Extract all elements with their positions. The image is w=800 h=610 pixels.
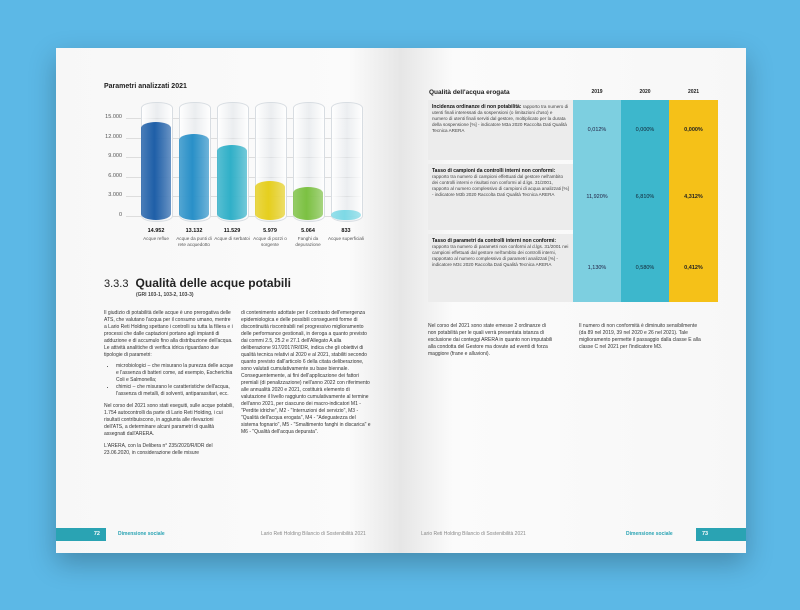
list-item: • chimici – che misurano le caratteristiche dell'acqua, l'assenza di metalli, di solventi, antiparassitari, ecc. xyxy=(116,384,234,398)
value-2020: 6,810% xyxy=(621,164,669,230)
data-label: 5.064 xyxy=(301,228,315,234)
category-label: Fanghi da depurazione xyxy=(295,236,321,247)
y-tick-label: 12.000 xyxy=(105,133,122,140)
quality-table xyxy=(428,84,718,302)
paragraph: Il giudizio di potabilità delle acque è uno prerogativa delle ATS, che valutano l'acqua per il consumo umano, mentre a Lario Reti Holding spettano i controlli su tutta la filiera e i processi che dalle captazioni portano agli impianti di adduzione e di accumulo fino alla distribuzione dell'acqua. Le attività analitiche di verifica idrica riguardano due tipologie di parametri: xyxy=(104,310,233,358)
data-label: 11.529 xyxy=(223,228,241,234)
value-2020: 0,580% xyxy=(621,234,669,302)
bullet-list xyxy=(104,363,234,398)
cylinder-fill xyxy=(141,122,171,220)
y-tick-label: 3.000 xyxy=(108,192,122,199)
table-header-row xyxy=(428,84,718,100)
data-label: 833 xyxy=(341,228,351,234)
row-title: Incidenza ordinanze di non potabilità: xyxy=(432,104,522,110)
left-page xyxy=(56,48,401,553)
section-heading xyxy=(104,276,291,290)
row-description: rapporto tra numero di parametri non conformi al d.lgs. 31/2001 nei campioni effettuati dal gestore nell'ambito dei controlli interni, rapportato al numero complessivo di parametri analizzati [%] - indicatore M3c 2020 Raccolta Dati Qualità Tecnica ARERA xyxy=(432,244,569,267)
value-2019: 11,920% xyxy=(573,164,621,230)
footer-text: Lario Reti Holding Bilancio di Sostenibilità 2021 xyxy=(261,531,366,537)
year-header: 2021 xyxy=(687,89,700,95)
y-tick-label: 0 xyxy=(118,212,122,218)
value-2021: 4,312% xyxy=(669,164,718,230)
category-label: Acque di serbatoi xyxy=(214,236,250,241)
text-column-2: di contenimento adottate per il contrasto dell'emergenza epidemiologica e delle possibili conseguenti forme di discontinuità riscontrabili nel progressivo miglioramento delle performance gestionali, in deroga a quanto previsto dai commi 2.5, 25.2 e 27.1 dell'Allegato A alla deliberazione 917/2017/R/IDR, indica che gli obiettivi di qualità tecnica relativi al 2020 e al 2021, stabiliti secondo quanto previsto dall'articolo 6 della citata deliberazione, sono valutati cumulativamente su base biennale. Conseguentemente, ai fini dell'applicazione dei fattori premiali (di penalizzazione) nell'anno 2022 con riferimento alle annualità 2020 e 2021, costituirà elemento di valutazione il livello raggiunto cumulativamente al termine dell'anno 2021, per ciascuno dei macro-indicatori M1 - "Perdite idriche", M2 - "Interruzioni del servizio", M3 - "Qualità dell'acqua erogata", M4 - "Adeguatezza del sistema fognario", M5 - "Smaltimento fanghi in discarica" e M6 - "Qualità dell'acqua depurata". xyxy=(241,310,371,435)
row-description: rapporto tra numero di campioni effettuati dal gestore nell'ambito dei controlli interni e risultati non conformi al d.lgs. 31/2001, rapporto al numero complessivo di campioni di acqua analizzati [%] - indicatore M3b 2020 Raccolta Dati Qualità Tecnica ARERA xyxy=(432,174,569,197)
data-label: 13.132 xyxy=(185,228,203,234)
table-row xyxy=(428,234,718,302)
row-title: Tasso di campioni da controlli interni non conformi: xyxy=(432,168,556,174)
table-title: Qualità dell'acqua erogata xyxy=(429,88,510,96)
footer-tag: Dimensione sociale xyxy=(118,531,165,537)
value-2021: 0,000% xyxy=(669,100,718,160)
y-tick-label: 6.000 xyxy=(108,172,122,179)
y-tick-label: 9.000 xyxy=(108,153,122,160)
section-number: 3.3.3 xyxy=(104,278,129,290)
category-label: Acque di pozzi o sorgente xyxy=(253,236,287,247)
page-number: 72 xyxy=(56,528,106,541)
text-column-1 xyxy=(104,310,234,457)
footer-text: Lario Reti Holding Bilancio di Sostenibilità 2021 xyxy=(421,531,526,537)
value-2019: 0,012% xyxy=(573,100,621,160)
category-label: Acque superficiali xyxy=(327,236,364,241)
list-item: • microbiologici – che misurano la purezza delle acque e l'assenza di batteri come, ad esempio, Escherichia Coli e Salmonella; xyxy=(116,363,234,384)
data-label: 14.952 xyxy=(147,228,165,234)
value-2019: 1,130% xyxy=(573,234,621,302)
cylinder-fill xyxy=(331,210,361,220)
data-label: 5.979 xyxy=(263,228,277,234)
right-page xyxy=(401,48,746,553)
text-column-2: Il numero di non conformità è diminuito sensibilmente (da 89 nel 2019, 39 nel 2020 e 26 nel 2021). Tale miglioramento permette il passaggio dalla classe E alla classe C nel 2021 per l'indicatore M3. xyxy=(579,323,701,350)
table-row xyxy=(428,164,718,230)
value-2021: 0,412% xyxy=(669,234,718,302)
year-header: 2020 xyxy=(639,89,651,95)
paragraph: Nel corso del 2021 sono stati eseguiti, sulle acque potabili, 1.754 autocontrolli da parte di Lario Reti Holding, i cui risultati contribuiscono, in aggiunta alle rilevazioni dell'ATS, a determinare alcuni parametri di qualità assegnati dall'ARERA. xyxy=(104,403,234,437)
category-label: Acque da punti di rete acquedotto xyxy=(176,236,212,247)
open-book xyxy=(56,48,746,553)
cylinder-fill xyxy=(293,187,323,220)
value-2020: 0,000% xyxy=(621,100,669,160)
table-row xyxy=(428,100,718,160)
chart-title: Parametri analizzati 2021 xyxy=(104,83,187,90)
category-label: Acque reflue xyxy=(143,236,169,241)
gri-reference: (GRI 103-1, 103-2, 103-3) xyxy=(136,292,194,298)
paragraph: L'ARERA, con la Delibera n° 235/2020/R/IDR del 23.06.2020, in considerazione delle misure xyxy=(104,443,213,456)
text-column-1: Nel corso del 2021 sono state emesse 2 ordinanze di non potabilità per le quali verrà presentata istanza di esclusione dai conteggi ARERA in quanto non imputabili alla condotta del Gestore ma dovute ad eventi di forza maggiore (frane e alluvioni). xyxy=(428,323,553,357)
y-tick-label: 15.000 xyxy=(105,114,122,120)
cylinder-glass xyxy=(331,102,363,222)
footer-tag: Dimensione sociale xyxy=(626,531,673,537)
cylinder-fill xyxy=(217,145,247,220)
section-title: Qualità delle acque potabili xyxy=(135,276,291,290)
year-header: 2019 xyxy=(591,89,603,95)
page-number: 73 xyxy=(696,528,746,541)
row-title: Tasso di parametri da controlli interni non conformi: xyxy=(432,238,557,244)
row-description: rapporto tra numero di utenti finali interessati da sospensioni (o limitazioni d'uso) e numero di utenti finali serviti dal gestore, moltiplicato per la durata della sospensione [%] - indicatore M3a 2020 Raccolta Dati Qualità Tecnica ARERA xyxy=(432,104,569,133)
cylinder-fill xyxy=(179,134,209,220)
cylinder-fill xyxy=(255,181,285,220)
